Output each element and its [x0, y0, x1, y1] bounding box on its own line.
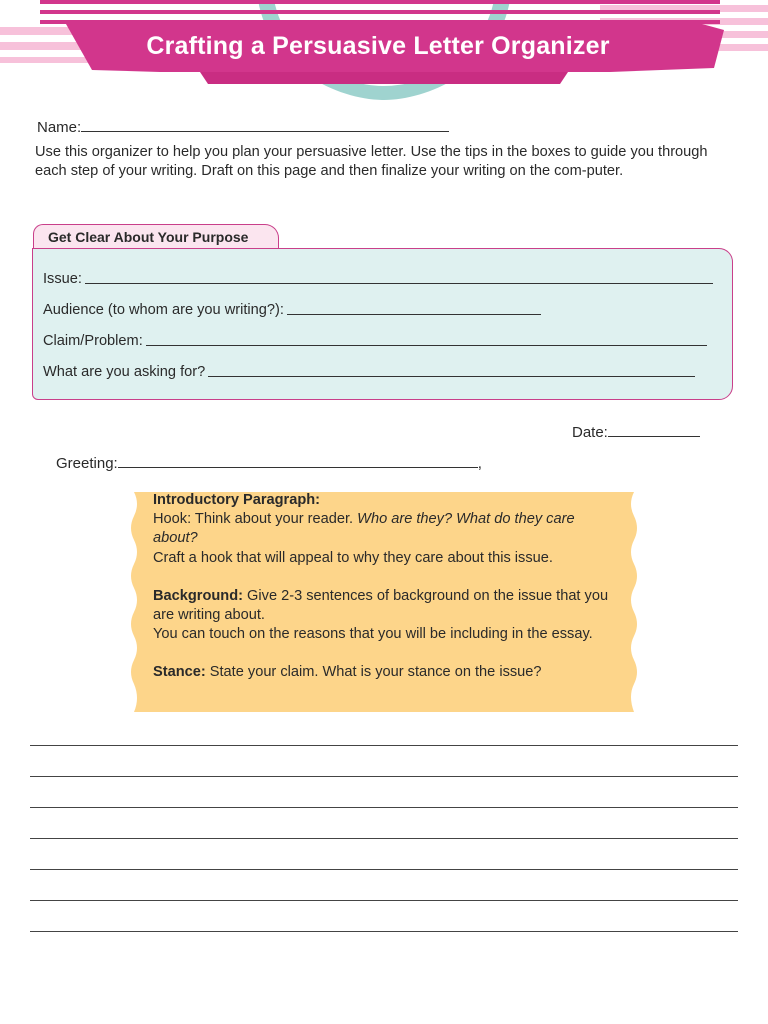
issue-field [43, 271, 713, 287]
purpose-section-tab: Get Clear About Your Purpose [33, 224, 279, 248]
claim-field [43, 333, 707, 349]
writing-line[interactable] [30, 900, 738, 901]
instructions-paragraph: Use this organizer to help you plan your persuasive letter. Use the tips in the boxes to guide you through each step of your writing. Draft on this page and then finalize your writing on the com-puter. [35, 144, 708, 179]
purpose-section-box [32, 248, 733, 400]
greeting-comma: , [477, 455, 482, 472]
asking-field [43, 364, 695, 380]
writing-line[interactable] [30, 931, 738, 932]
tips-heading: Introductory Paragraph: [153, 492, 321, 508]
writing-line[interactable] [30, 869, 738, 870]
audience-field [43, 302, 541, 318]
hook-craft-tip: Craft a hook that will appeal to why they care about this issue. [153, 549, 553, 566]
issue-label: Issue: [43, 271, 82, 287]
introductory-tips-content [153, 491, 623, 683]
name-field [37, 117, 449, 136]
greeting-field [56, 453, 482, 472]
writing-line[interactable] [30, 776, 738, 777]
date-blank-line[interactable] [608, 422, 700, 437]
hook-tip: Hook: Think about your reader. Who are they? What do they care about? [153, 511, 575, 547]
page-title: Crafting a Persuasive Letter Organizer [146, 32, 610, 60]
writing-line[interactable] [30, 807, 738, 808]
background-tip: Background: Give 2-3 sentences of background on the issue that you are writing about. [153, 587, 609, 624]
name-blank-line[interactable] [81, 117, 449, 132]
name-label: Name: [37, 119, 82, 136]
writing-line[interactable] [30, 745, 738, 746]
writing-line[interactable] [30, 838, 738, 839]
date-label: Date: [572, 424, 608, 441]
asking-blank-line[interactable] [208, 375, 695, 377]
claim-label: Claim/Problem: [43, 333, 143, 349]
greeting-blank-line[interactable] [118, 453, 478, 468]
date-field [572, 422, 700, 441]
greeting-label: Greeting: [56, 455, 118, 472]
stance-tip: Stance: State your claim. What is your stance on the issue? [153, 664, 542, 681]
claim-blank-line[interactable] [146, 344, 707, 346]
audience-label: Audience (to whom are you writing?): [43, 302, 284, 318]
background-reasons-tip: You can touch on the reasons that you will be including in the essay. [153, 626, 593, 643]
audience-blank-line[interactable] [287, 313, 541, 315]
asking-label: What are you asking for? [43, 364, 206, 380]
issue-blank-line[interactable] [85, 282, 713, 284]
